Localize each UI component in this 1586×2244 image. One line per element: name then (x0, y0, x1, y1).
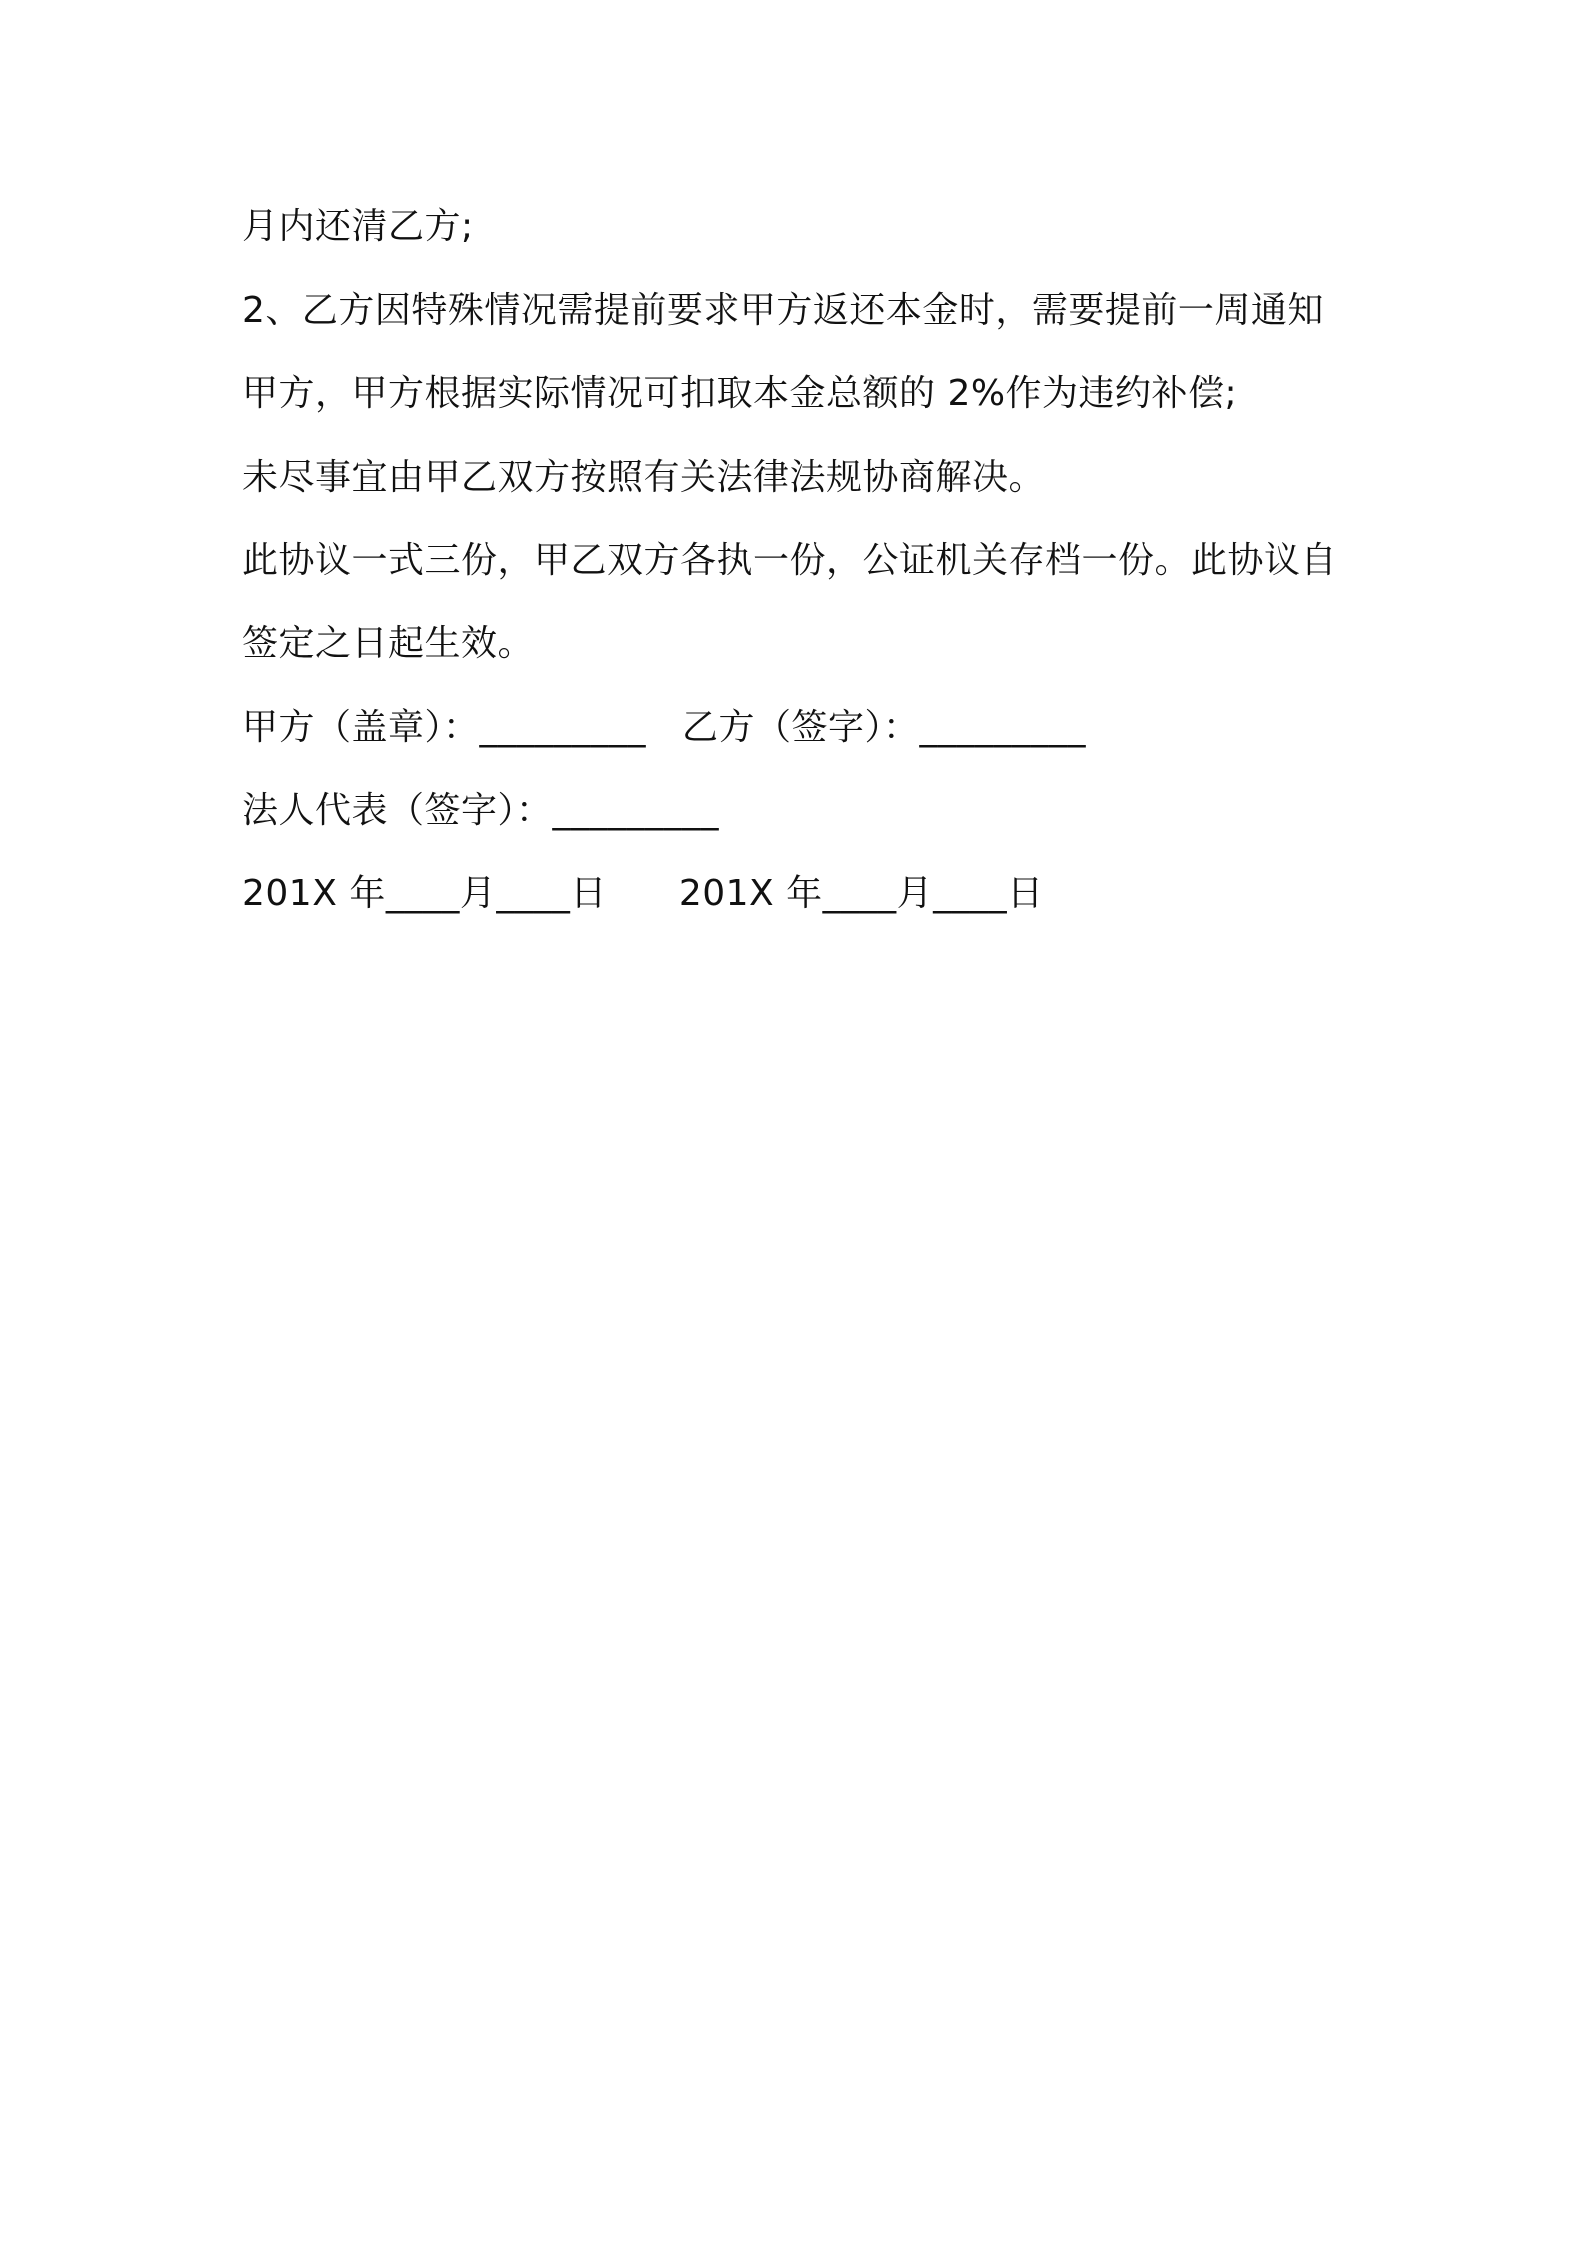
date-field-a: 201X 年____月____日 (242, 873, 607, 914)
paragraph-line: 甲方，甲方根据实际情况可扣取本金总额的 2%作为违约补偿; (242, 373, 1238, 414)
date-row (242, 870, 1044, 918)
date-field-b: 201X 年____月____日 (678, 873, 1044, 914)
signature-row (242, 704, 1086, 752)
paragraph-line: 签定之日起生效。 (242, 623, 535, 664)
legal-rep-signature-field: 法人代表（签字）：_________ (242, 790, 720, 831)
paragraph-line: 未尽事宜由甲乙双方按照有关法律法规协商解决。 (242, 457, 1046, 498)
paragraph-line: 月内还清乙方; (242, 206, 474, 247)
party-a-seal-field: 甲方（盖章）：_________ (242, 707, 647, 748)
paragraph-line: 2、乙方因特殊情况需提前要求甲方返还本金时，需要提前一周通知 (242, 290, 1324, 331)
paragraph-line: 此协议一式三份，甲乙双方各执一份，公证机关存档一份。此协议自 (242, 540, 1338, 581)
party-b-signature-field: 乙方（签字）：_________ (682, 707, 1087, 748)
